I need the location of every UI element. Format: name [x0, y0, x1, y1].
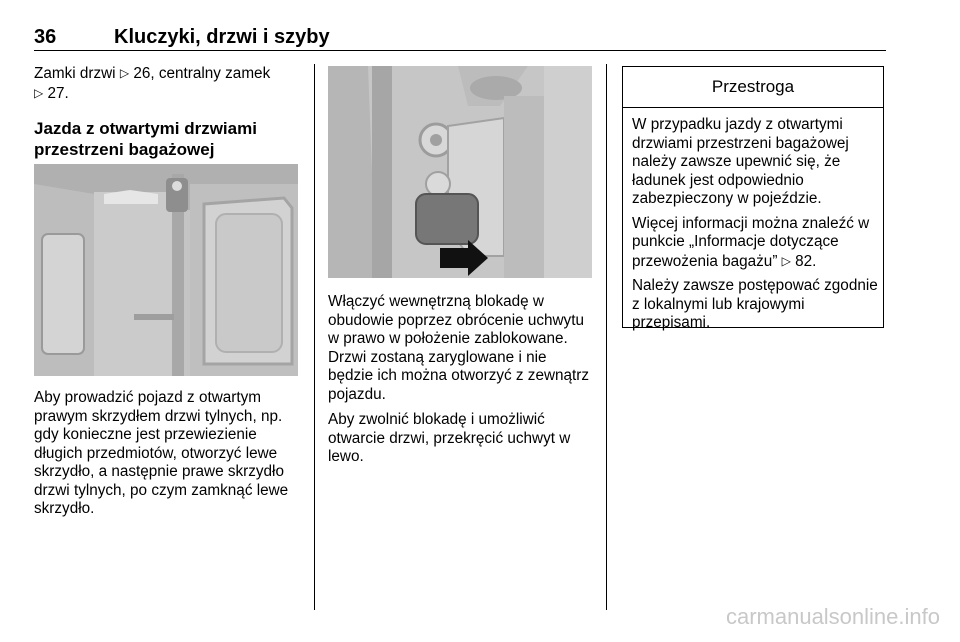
intro-text: Zamki drzwi ▷ 26, centralny zamek ▷ 27. [34, 65, 271, 102]
section-title-line1: Jazda z otwartymi drzwiami [34, 119, 257, 138]
caution-body [623, 108, 883, 333]
column-2-body [328, 293, 594, 474]
page-header [34, 26, 886, 50]
chapter-title: Kluczyki, drzwi i szyby [114, 26, 330, 48]
column-1 [34, 64, 304, 110]
door-lock-svg [328, 66, 592, 278]
lock-instruction-paragraph: Włączyć wewnętrzną blokadę w obudowie poprzez obrócenie uchwytu w prawo w położenie zablokowane. Drzwi zostaną zaryglowane i nie będzie ich można otworzyć z zewnątrz pojazdu. [328, 293, 590, 403]
watermark: carmanualsonline.info [725, 604, 940, 629]
caution-paragraph-1: W przypadku jazdy z otwartymi drzwiami przestrzeni bagażowej należy zawsze upewnić się, że ładunek jest odpowiednio zabezpieczony w pojeździe. [632, 116, 849, 207]
cargo-door-illustration [34, 164, 298, 376]
column-divider-1 [314, 64, 315, 610]
page-ref-link[interactable]: 82. [795, 252, 817, 270]
page-number: 36 [34, 26, 57, 48]
column-1-body [34, 389, 304, 526]
section-title-line2: przestrzeni bagażowej [34, 140, 215, 159]
caution-title: Przestroga [623, 67, 883, 108]
caution-box [622, 66, 884, 331]
column-divider-2 [606, 64, 607, 610]
unlock-instruction-paragraph: Aby zwolnić blokadę i umożliwić otwarcie drzwi, przekręcić uchwyt w lewo. [328, 411, 571, 465]
caution-paragraph-2: Więcej informacji można znaleźć w punkcie „Informacje dotyczące przewożenia bagażu” ▷ 82. [632, 214, 870, 270]
driving-open-door-paragraph: Aby prowadzić pojazd z otwartym prawym skrzydłem drzwi tylnych, np. gdy konieczne jest przewiezienie długich przedmiotów, otworzyć lewe skrzydło, a następnie prawe skrzydło drzwi tylnych, po czym zamknąć lewe skrzydło. [34, 389, 289, 517]
caution-paragraph-3: Należy zawsze postępować zgodnie z lokalnymi lub krajowymi przepisami. [632, 277, 878, 331]
page-ref-link[interactable]: 27. [47, 84, 69, 102]
section-heading [34, 118, 304, 160]
ref-arrow-icon: ▷ [119, 66, 130, 80]
door-lock-illustration [328, 66, 592, 278]
ref-arrow-icon: ▷ [34, 85, 44, 100]
header-rule [34, 50, 886, 51]
ref-arrow-icon: ▷ [781, 253, 791, 268]
cargo-door-svg [34, 164, 298, 376]
page-ref-link[interactable]: 26 [133, 65, 151, 82]
